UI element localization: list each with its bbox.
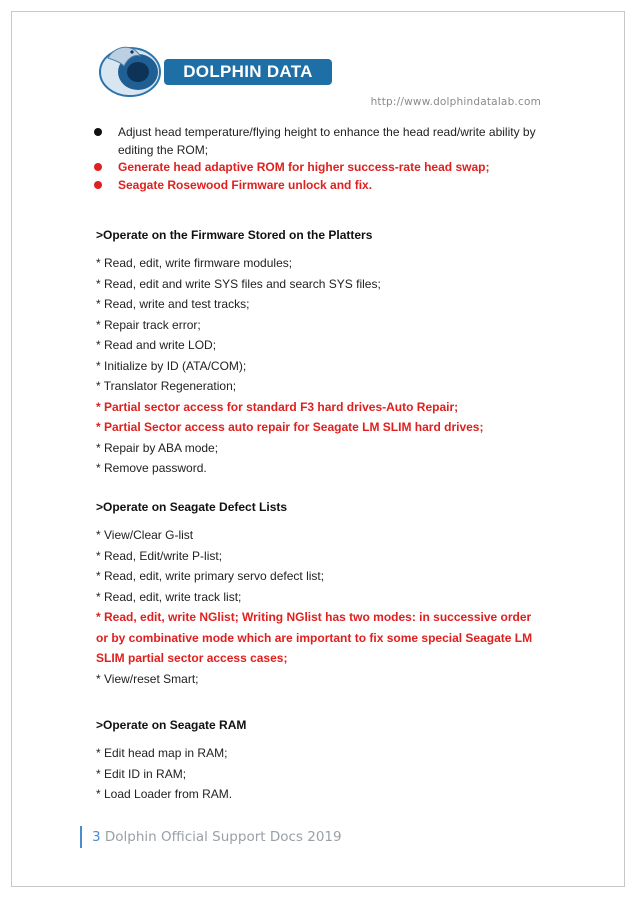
list-item: * Translator Regeneration; — [96, 379, 237, 393]
bullet-item — [93, 124, 553, 159]
bullet-dot-icon — [94, 181, 102, 189]
ram-item-list — [96, 743, 546, 805]
section-title-ram: >Operate on Seagate RAM — [96, 718, 247, 732]
list-item: * Read, edit, write firmware modules; — [96, 256, 293, 270]
bullet-dot-icon — [94, 163, 102, 171]
list-item: * Load Loader from RAM. — [96, 787, 233, 801]
list-item: * Read, write and test tracks; — [96, 297, 250, 311]
list-item: * Initialize by ID (ATA/COM); — [96, 358, 247, 373]
list-item: * Repair by ABA mode; — [96, 440, 219, 455]
list-item: * Read, edit, write track list; — [96, 589, 242, 604]
list-item: * View/Clear G-list — [96, 528, 194, 542]
bullet-item — [93, 177, 553, 195]
feature-bullet-list — [93, 124, 553, 194]
section-title-platters: >Operate on the Firmware Stored on the Platters — [96, 228, 373, 242]
list-item: * View/reset Smart; — [96, 671, 199, 686]
list-item: * Read and write LOD; — [96, 338, 217, 352]
bullet-item — [93, 159, 553, 177]
footer-text: Dolphin Official Support Docs 2019 — [104, 829, 342, 845]
defect-lists-item-list — [96, 525, 546, 689]
list-item: * Read, edit, write NGlist; Writing NGlist has two modes: in successive order or by combinative mode which are important to fix some special Seagate LM SLIM partial sector access cases; — [96, 610, 533, 665]
bullet-text: Adjust head temperature/flying height to enhance the head read/write ability by editing the ROM; — [118, 125, 536, 157]
platters-item-list — [96, 253, 546, 479]
list-item: * Remove password. — [96, 461, 207, 475]
page-footer — [80, 826, 342, 848]
list-item: * Read, edit and write SYS files and search SYS files; — [96, 276, 381, 291]
list-item: * Edit ID in RAM; — [96, 766, 187, 781]
page-number: 3 — [92, 829, 101, 845]
section-title-defect-lists: >Operate on Seagate Defect Lists — [96, 500, 288, 514]
bullet-dot-icon — [94, 128, 102, 136]
bullet-text: Seagate Rosewood Firmware unlock and fix. — [118, 177, 373, 192]
list-item: * Edit head map in RAM; — [96, 746, 228, 760]
list-item: * Read, edit, write primary servo defect list; — [96, 569, 325, 583]
list-item: * Repair track error; — [96, 317, 201, 332]
dolphin-logo-icon — [94, 38, 174, 102]
company-logo — [94, 38, 334, 107]
site-url: http://www.dolphindatalab.com — [370, 96, 541, 108]
list-item: * Partial sector access for standard F3 hard drives-Auto Repair; — [96, 399, 459, 414]
bullet-text: Generate head adaptive ROM for higher success-rate head swap; — [118, 160, 490, 174]
logo-text: DOLPHIN DATA LAB — [164, 59, 332, 85]
list-item: * Partial Sector access auto repair for Seagate LM SLIM hard drives; — [96, 420, 484, 434]
list-item: * Read, Edit/write P-list; — [96, 548, 223, 563]
